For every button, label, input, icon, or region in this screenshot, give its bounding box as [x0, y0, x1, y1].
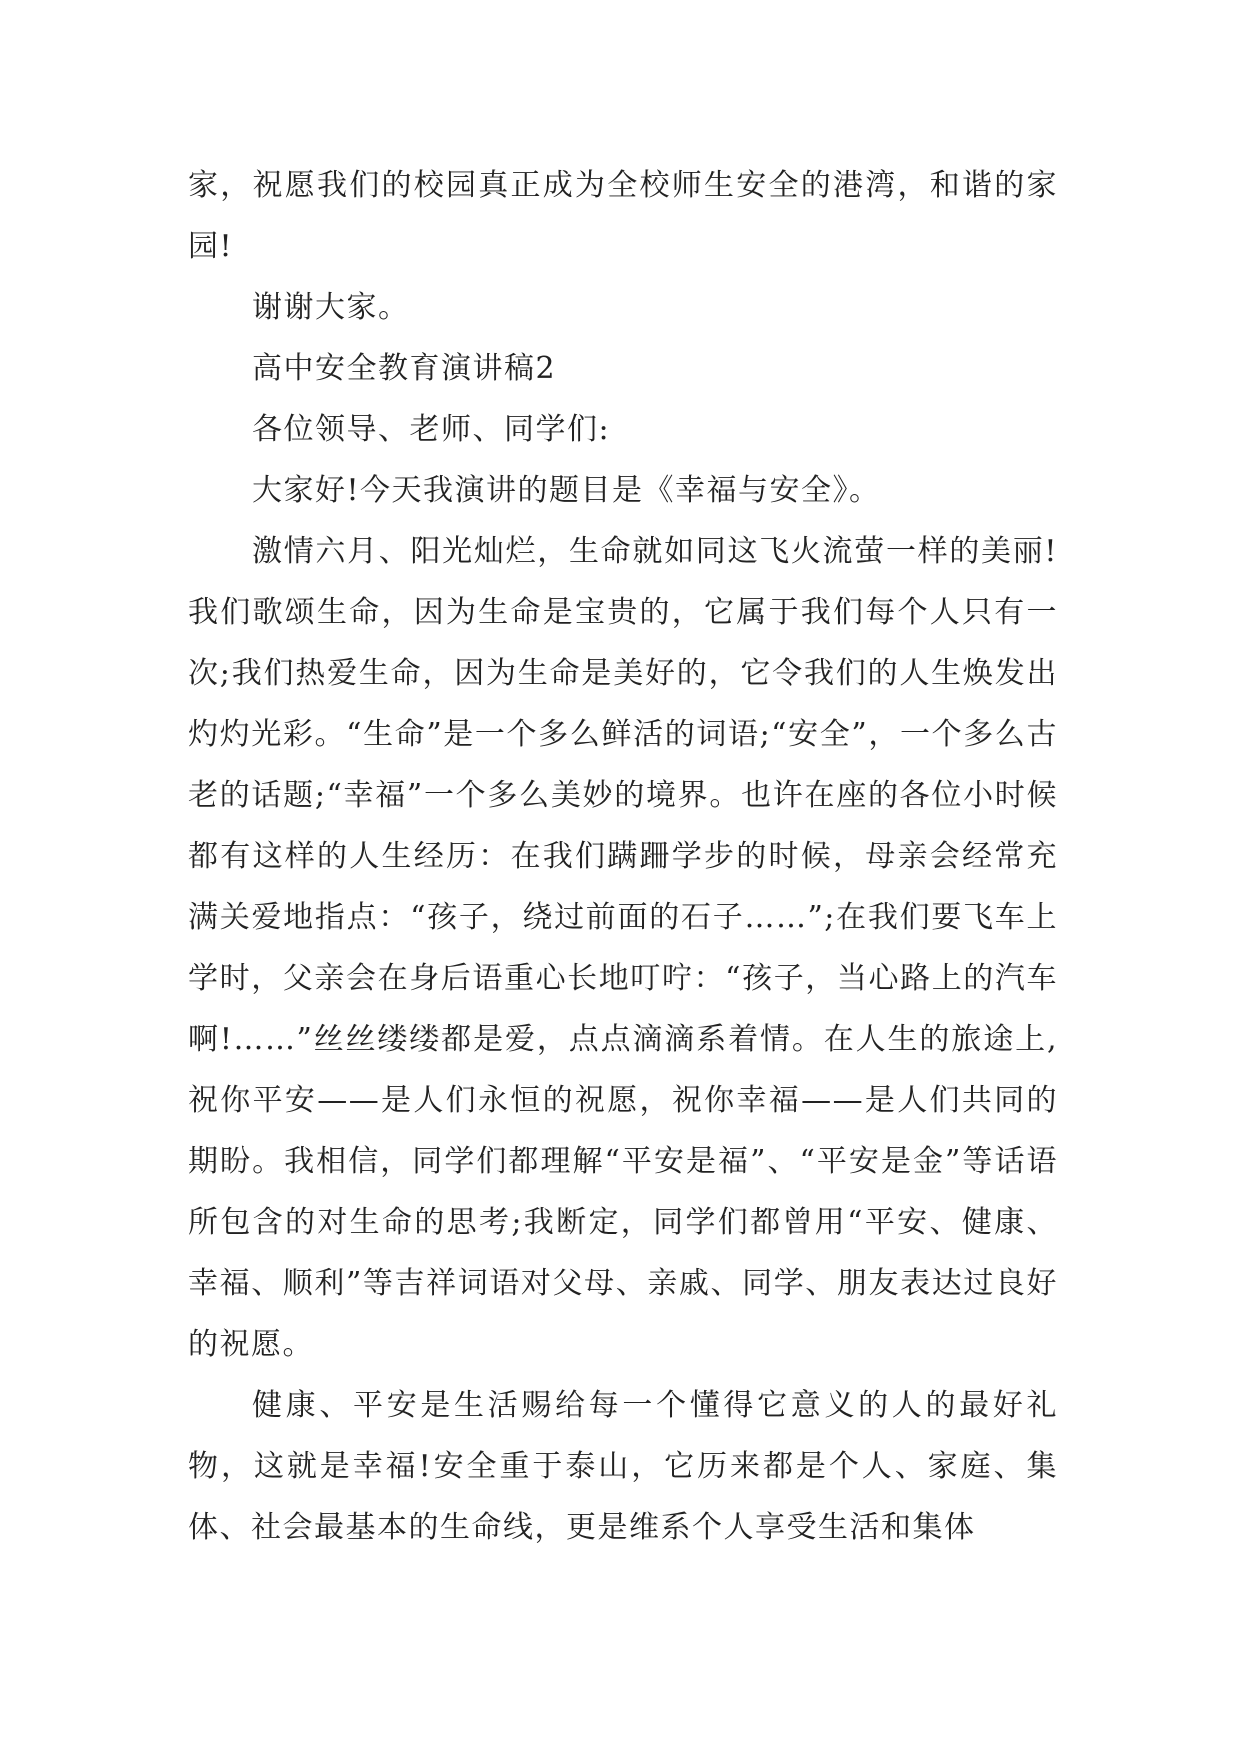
paragraph-body-health: 健康、平安是生活赐给每一个懂得它意义的人的最好礼物，这就是幸福!安全重于泰山，它历来都是个人、家庭、集体、社会最基本的生命线，更是维系个人享受生活和集体 — [188, 1388, 1058, 1545]
paragraph-thanks: 谢谢大家。 — [252, 290, 410, 325]
paragraph-salutation: 各位领导、老师、同学们: — [252, 412, 611, 447]
paragraph-closing-wish: 家，祝愿我们的校园真正成为全校师生安全的港湾，和谐的家园! — [188, 168, 1058, 264]
document-body — [188, 155, 1058, 1558]
paragraph-greeting: 大家好!今天我演讲的题目是《幸福与安全》。 — [252, 473, 881, 508]
section-title: 高中安全教育演讲稿2 — [252, 351, 557, 386]
paragraph-body-life: 激情六月、阳光灿烂，生命就如同这飞火流萤一样的美丽!我们歌颂生命，因为生命是宝贵的，它属于我们每个人只有一次;我们热爱生命，因为生命是美好的，它令我们的人生焕发出灼灼光彩。“生命”是一个多么鲜活的词语;“安全”，一个多么古老的话题;“幸福”一个多么美妙的境界。也许在座的各位小时候都有这样的人生经历：在我们蹒跚学步的时候，母亲会经常充满关爱地指点：“孩子，绕过前面的石子……”;在我们要飞车上学时，父亲会在身后语重心长地叮咛：“孩子，当心路上的汽车啊!……”丝丝缕缕都是爱，点点滴滴系着情。在人生的旅途上,祝你平安——是人们永恒的祝愿，祝你幸福——是人们共同的期盼。我相信，同学们都理解“平安是福”、“平安是金”等话语所包含的对生命的思考;我断定，同学们都曾用“平安、健康、幸福、顺利”等吉祥词语对父母、亲戚、同学、朋友表达过良好的祝愿。 — [188, 534, 1058, 1362]
